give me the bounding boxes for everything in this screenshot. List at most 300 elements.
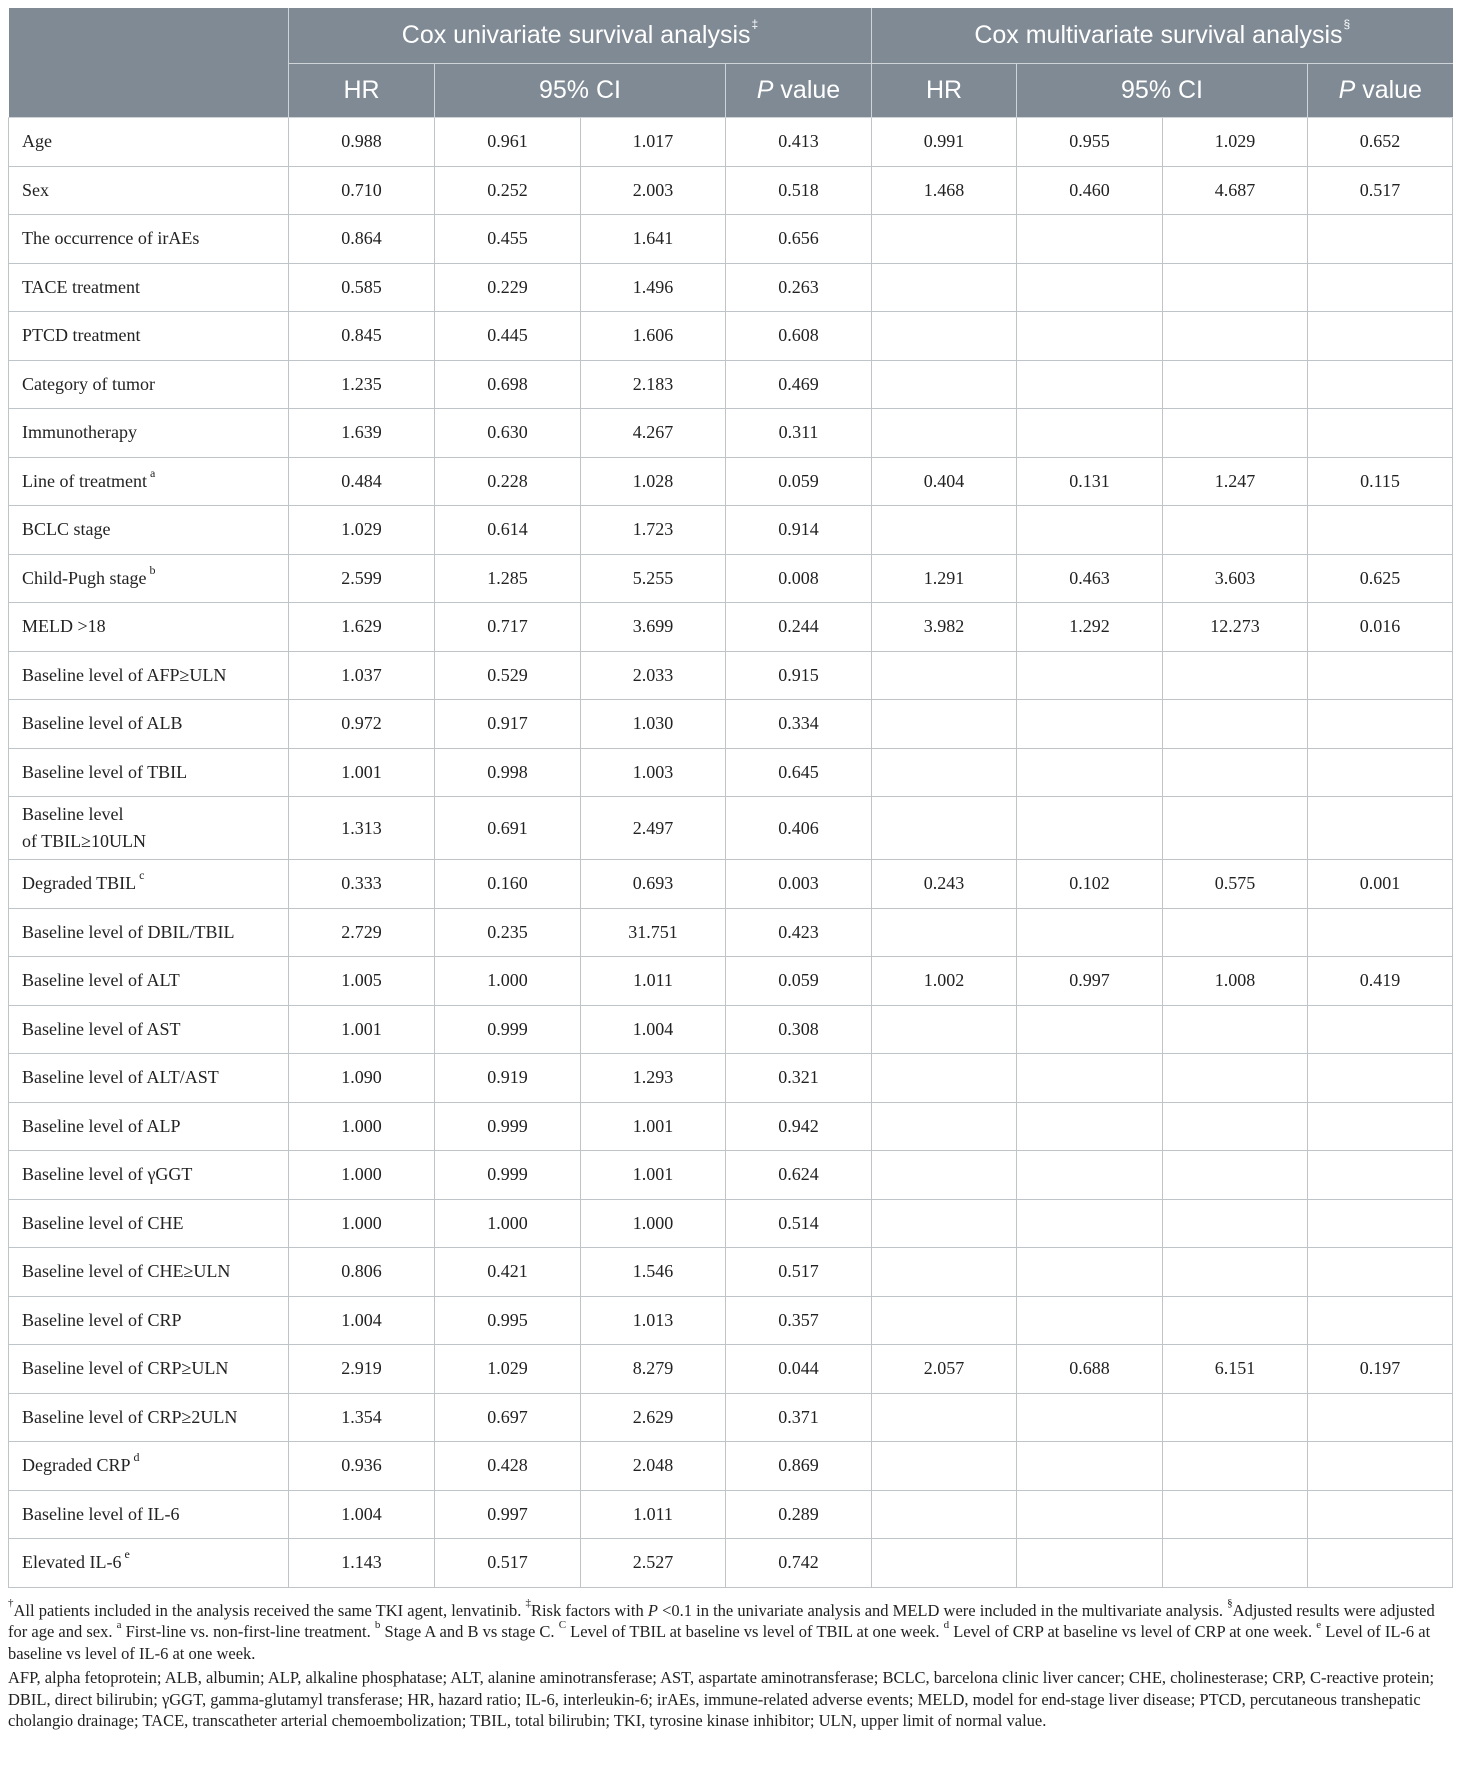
univariate-ci-upper-cell: 1.293 <box>581 1054 726 1103</box>
row-label-cell <box>9 1005 289 1054</box>
multivariate-hr-cell: 0.243 <box>872 860 1017 909</box>
multivariate-ci-lower-cell <box>1017 1054 1163 1103</box>
footnote-mark: ‡ <box>525 1597 531 1609</box>
multivariate-ci-upper-cell <box>1163 1442 1308 1491</box>
row-label-cell <box>9 506 289 555</box>
footnote-text: Level of TBIL at baseline vs level of TBIL at one week. <box>566 1622 944 1641</box>
row-label-cell <box>9 957 289 1006</box>
table-row <box>9 263 1453 312</box>
multivariate-ci-upper-cell: 4.687 <box>1163 166 1308 215</box>
univariate-hr-cell: 0.806 <box>289 1248 435 1297</box>
univariate-hr-cell: 1.354 <box>289 1393 435 1442</box>
univariate-ci-lower-cell: 1.000 <box>435 1199 581 1248</box>
univariate-p-value-cell: 0.413 <box>726 118 872 167</box>
multivariate-ci-upper-cell <box>1163 748 1308 797</box>
univariate-hr-cell: 0.484 <box>289 457 435 506</box>
univariate-ci-lower-cell: 0.999 <box>435 1005 581 1054</box>
univariate-ci-upper-cell: 8.279 <box>581 1345 726 1394</box>
col-hr-univariate: HR <box>289 64 435 118</box>
row-label-cell <box>9 118 289 167</box>
univariate-title: Cox univariate survival analysis <box>401 21 751 49</box>
row-label: MELD >18 <box>22 616 106 637</box>
multivariate-p-value-cell <box>1308 1296 1453 1345</box>
multivariate-ci-upper-cell <box>1163 1248 1308 1297</box>
table-row <box>9 700 1453 749</box>
footnote-main <box>8 1597 1448 1665</box>
table-row <box>9 748 1453 797</box>
multivariate-hr-cell <box>872 215 1017 264</box>
multivariate-ci-lower-cell <box>1017 908 1163 957</box>
row-label-line2: of TBIL≥10ULN <box>22 831 147 851</box>
row-label: Degraded CRP <box>22 1455 131 1476</box>
univariate-ci-lower-cell: 0.421 <box>435 1248 581 1297</box>
univariate-ci-upper-cell: 2.048 <box>581 1442 726 1491</box>
row-label-cell <box>9 1248 289 1297</box>
univariate-hr-cell: 1.001 <box>289 748 435 797</box>
univariate-ci-upper-cell: 1.030 <box>581 700 726 749</box>
table-row <box>9 1005 1453 1054</box>
footnote-p: P <box>647 1600 658 1620</box>
multivariate-p-value-cell <box>1308 1539 1453 1588</box>
univariate-ci-upper-cell: 1.028 <box>581 457 726 506</box>
p-rest: value <box>773 76 841 104</box>
multivariate-ci-upper-cell <box>1163 1490 1308 1539</box>
univariate-p-value-cell: 0.423 <box>726 908 872 957</box>
multivariate-p-value-cell <box>1308 797 1453 860</box>
row-label-cell <box>9 748 289 797</box>
univariate-hr-cell: 1.005 <box>289 957 435 1006</box>
footnote-mark: † <box>8 1597 14 1609</box>
univariate-hr-cell: 0.710 <box>289 166 435 215</box>
row-label: Child-Pugh stage <box>22 567 147 588</box>
row-label-cell <box>9 554 289 603</box>
multivariate-hr-cell <box>872 1248 1017 1297</box>
univariate-hr-cell: 2.729 <box>289 908 435 957</box>
multivariate-ci-lower-cell <box>1017 1393 1163 1442</box>
row-label: Baseline level of ALP <box>22 1115 181 1136</box>
multivariate-ci-upper-cell <box>1163 1151 1308 1200</box>
univariate-p-value-cell: 0.321 <box>726 1054 872 1103</box>
multivariate-hr-cell: 3.982 <box>872 603 1017 652</box>
row-label: Degraded TBIL <box>22 873 137 894</box>
col-p-univariate <box>726 64 872 118</box>
multivariate-p-value-cell <box>1308 1490 1453 1539</box>
table-row <box>9 1199 1453 1248</box>
multivariate-p-value-cell <box>1308 215 1453 264</box>
row-label: Category of tumor <box>22 373 155 394</box>
multivariate-ci-lower-cell: 1.292 <box>1017 603 1163 652</box>
row-label: Baseline level of CHE≥ULN <box>22 1261 231 1282</box>
multivariate-ci-upper-cell: 3.603 <box>1163 554 1308 603</box>
univariate-p-value-cell: 0.514 <box>726 1199 872 1248</box>
multivariate-hr-cell: 0.404 <box>872 457 1017 506</box>
multivariate-p-value-cell <box>1308 360 1453 409</box>
multivariate-ci-upper-cell <box>1163 312 1308 361</box>
univariate-mark: ‡ <box>751 16 759 31</box>
table-row <box>9 860 1453 909</box>
univariate-p-value-cell: 0.656 <box>726 215 872 264</box>
multivariate-p-value-cell <box>1308 748 1453 797</box>
multivariate-ci-upper-cell: 1.008 <box>1163 957 1308 1006</box>
univariate-p-value-cell: 0.371 <box>726 1393 872 1442</box>
table-row <box>9 651 1453 700</box>
multivariate-ci-lower-cell <box>1017 1539 1163 1588</box>
multivariate-ci-lower-cell: 0.460 <box>1017 166 1163 215</box>
multivariate-hr-cell: 1.468 <box>872 166 1017 215</box>
footnote-mark: a <box>116 1618 122 1631</box>
univariate-p-value-cell: 0.044 <box>726 1345 872 1394</box>
multivariate-p-value-cell: 0.652 <box>1308 118 1453 167</box>
univariate-ci-lower-cell: 0.961 <box>435 118 581 167</box>
multivariate-ci-lower-cell <box>1017 1151 1163 1200</box>
univariate-ci-upper-cell: 1.641 <box>581 215 726 264</box>
row-label: The occurrence of irAEs <box>22 228 200 249</box>
footnote-text: Adjusted results were adjusted for age and sex. <box>8 1600 1435 1641</box>
multivariate-ci-upper-cell: 1.247 <box>1163 457 1308 506</box>
univariate-hr-cell: 0.936 <box>289 1442 435 1491</box>
univariate-ci-upper-cell: 1.606 <box>581 312 726 361</box>
table-row <box>9 1490 1453 1539</box>
row-footnote-mark: a <box>149 465 156 480</box>
multivariate-ci-lower-cell <box>1017 748 1163 797</box>
col-hr-multivariate: HR <box>872 64 1017 118</box>
multivariate-p-value-cell <box>1308 651 1453 700</box>
multivariate-ci-upper-cell <box>1163 360 1308 409</box>
row-label-cell <box>9 797 289 860</box>
univariate-hr-cell: 0.988 <box>289 118 435 167</box>
footnote-text: Level of CRP at baseline vs level of CRP at one week. <box>949 1622 1317 1641</box>
univariate-hr-cell: 1.004 <box>289 1490 435 1539</box>
univariate-ci-lower-cell: 0.529 <box>435 651 581 700</box>
multivariate-ci-upper-cell <box>1163 1005 1308 1054</box>
footnote-mark: d <box>943 1618 950 1631</box>
multivariate-ci-lower-cell: 0.955 <box>1017 118 1163 167</box>
table-row <box>9 409 1453 458</box>
univariate-p-value-cell: 0.915 <box>726 651 872 700</box>
univariate-hr-cell: 1.001 <box>289 1005 435 1054</box>
multivariate-hr-cell <box>872 797 1017 860</box>
row-label: TACE treatment <box>22 276 141 297</box>
univariate-p-value-cell: 0.608 <box>726 312 872 361</box>
survival-analysis-table <box>8 8 1453 1588</box>
multivariate-ci-upper-cell <box>1163 1539 1308 1588</box>
row-label-cell <box>9 1102 289 1151</box>
row-label: Baseline level of CRP <box>22 1309 182 1330</box>
univariate-ci-upper-cell: 1.011 <box>581 957 726 1006</box>
multivariate-ci-lower-cell <box>1017 651 1163 700</box>
multivariate-ci-upper-cell: 0.575 <box>1163 860 1308 909</box>
table-header <box>9 8 1453 118</box>
row-label-cell <box>9 263 289 312</box>
row-label-cell <box>9 312 289 361</box>
multivariate-p-value-cell: 0.419 <box>1308 957 1453 1006</box>
univariate-p-value-cell: 0.942 <box>726 1102 872 1151</box>
row-label-cell <box>9 166 289 215</box>
multivariate-ci-upper-cell <box>1163 1102 1308 1151</box>
multivariate-hr-cell <box>872 1102 1017 1151</box>
univariate-ci-lower-cell: 1.029 <box>435 1345 581 1394</box>
table-row <box>9 1393 1453 1442</box>
univariate-p-value-cell: 0.244 <box>726 603 872 652</box>
multivariate-ci-lower-cell <box>1017 797 1163 860</box>
multivariate-p-value-cell <box>1308 1248 1453 1297</box>
row-footnote-mark: c <box>139 868 145 883</box>
univariate-ci-upper-cell: 2.183 <box>581 360 726 409</box>
univariate-ci-upper-cell: 1.017 <box>581 118 726 167</box>
table-row <box>9 1442 1453 1491</box>
multivariate-p-value-cell: 0.197 <box>1308 1345 1453 1394</box>
table-row <box>9 166 1453 215</box>
univariate-ci-lower-cell: 1.000 <box>435 957 581 1006</box>
multivariate-ci-upper-cell: 12.273 <box>1163 603 1308 652</box>
table-row <box>9 118 1453 167</box>
multivariate-ci-upper-cell: 1.029 <box>1163 118 1308 167</box>
row-label: BCLC stage <box>22 519 111 540</box>
multivariate-ci-lower-cell <box>1017 1490 1163 1539</box>
row-label-cell <box>9 1442 289 1491</box>
multivariate-hr-cell <box>872 1393 1017 1442</box>
multivariate-ci-lower-cell <box>1017 312 1163 361</box>
multivariate-ci-lower-cell <box>1017 1005 1163 1054</box>
footnote-abbreviations: AFP, alpha fetoprotein; ALB, albumin; ALP, alkaline phosphatase; ALT, alanine aminotransferase; AST, aspartate aminotransferase; BCLC, barcelona clinic liver cancer; CHE, cholinesterase; CRP, C-reactive protein; DBIL, direct bilirubin; γGGT, gamma-glutamyl transferase; HR, hazard ratio; IL-6, interleukin-6; irAEs, immune-related adverse events; MELD, model for end-stage liver disease; PTCD, percutaneous transhepatic cholangio drainage; TACE, transcatheter arterial chemoembolization; TBIL, total bilirubin; TKI, tyrosine kinase inhibitor; ULN, upper limit of normal value. <box>8 1668 1435 1730</box>
table-row <box>9 1296 1453 1345</box>
multivariate-p-value-cell <box>1308 1005 1453 1054</box>
table-row <box>9 908 1453 957</box>
univariate-hr-cell: 0.333 <box>289 860 435 909</box>
univariate-ci-upper-cell: 2.003 <box>581 166 726 215</box>
row-label-cell <box>9 908 289 957</box>
p-rest: value <box>1355 76 1422 104</box>
p-italic: P <box>1338 76 1356 104</box>
table-row <box>9 457 1453 506</box>
univariate-p-value-cell: 0.469 <box>726 360 872 409</box>
multivariate-ci-lower-cell: 0.688 <box>1017 1345 1163 1394</box>
multivariate-hr-cell <box>872 506 1017 555</box>
multivariate-ci-lower-cell <box>1017 360 1163 409</box>
table-row <box>9 957 1453 1006</box>
multivariate-ci-upper-cell <box>1163 700 1308 749</box>
univariate-p-value-cell: 0.334 <box>726 700 872 749</box>
univariate-ci-lower-cell: 0.235 <box>435 908 581 957</box>
univariate-p-value-cell: 0.645 <box>726 748 872 797</box>
multivariate-ci-lower-cell: 0.102 <box>1017 860 1163 909</box>
univariate-ci-lower-cell: 0.697 <box>435 1393 581 1442</box>
univariate-hr-cell: 1.143 <box>289 1539 435 1588</box>
multivariate-hr-cell <box>872 700 1017 749</box>
univariate-ci-upper-cell: 4.267 <box>581 409 726 458</box>
univariate-ci-lower-cell: 1.285 <box>435 554 581 603</box>
multivariate-header <box>872 8 1453 64</box>
row-label: Age <box>22 131 52 152</box>
univariate-ci-upper-cell: 31.751 <box>581 908 726 957</box>
row-label-cell <box>9 651 289 700</box>
univariate-ci-upper-cell: 1.011 <box>581 1490 726 1539</box>
row-label-cell <box>9 1054 289 1103</box>
univariate-p-value-cell: 0.289 <box>726 1490 872 1539</box>
univariate-p-value-cell: 0.624 <box>726 1151 872 1200</box>
univariate-ci-upper-cell: 1.003 <box>581 748 726 797</box>
row-label: Immunotherapy <box>22 422 137 443</box>
univariate-ci-lower-cell: 0.630 <box>435 409 581 458</box>
row-label: Baseline level <box>22 804 124 824</box>
univariate-ci-upper-cell: 1.001 <box>581 1102 726 1151</box>
row-label: Baseline level of ALT/AST <box>22 1067 219 1088</box>
univariate-ci-upper-cell: 3.699 <box>581 603 726 652</box>
multivariate-hr-cell: 1.002 <box>872 957 1017 1006</box>
multivariate-ci-upper-cell <box>1163 263 1308 312</box>
multivariate-ci-lower-cell: 0.997 <box>1017 957 1163 1006</box>
table-row <box>9 360 1453 409</box>
univariate-hr-cell: 1.235 <box>289 360 435 409</box>
multivariate-ci-lower-cell <box>1017 1248 1163 1297</box>
multivariate-ci-lower-cell <box>1017 700 1163 749</box>
univariate-ci-lower-cell: 0.691 <box>435 797 581 860</box>
univariate-ci-lower-cell: 0.455 <box>435 215 581 264</box>
row-label: Baseline level of TBIL <box>22 761 188 782</box>
multivariate-p-value-cell <box>1308 1442 1453 1491</box>
multivariate-hr-cell: 1.291 <box>872 554 1017 603</box>
header-columns-row <box>9 64 1453 118</box>
univariate-ci-lower-cell: 0.998 <box>435 748 581 797</box>
univariate-ci-upper-cell: 2.033 <box>581 651 726 700</box>
univariate-ci-upper-cell: 1.723 <box>581 506 726 555</box>
header-blank-cell-2 <box>9 64 289 118</box>
footnote-text: Stage A and B vs stage C. <box>380 1622 559 1641</box>
multivariate-ci-lower-cell <box>1017 1102 1163 1151</box>
table-row <box>9 1151 1453 1200</box>
footnote-mark: b <box>374 1618 381 1631</box>
univariate-p-value-cell: 0.059 <box>726 457 872 506</box>
univariate-hr-cell: 0.864 <box>289 215 435 264</box>
univariate-hr-cell: 1.629 <box>289 603 435 652</box>
multivariate-ci-lower-cell <box>1017 215 1163 264</box>
col-ci-multivariate: 95% CI <box>1017 64 1308 118</box>
multivariate-hr-cell <box>872 360 1017 409</box>
multivariate-hr-cell: 0.991 <box>872 118 1017 167</box>
univariate-ci-lower-cell: 0.160 <box>435 860 581 909</box>
univariate-p-value-cell: 0.914 <box>726 506 872 555</box>
multivariate-hr-cell <box>872 1199 1017 1248</box>
multivariate-hr-cell <box>872 651 1017 700</box>
univariate-hr-cell: 1.000 <box>289 1102 435 1151</box>
multivariate-ci-upper-cell <box>1163 215 1308 264</box>
univariate-hr-cell: 1.090 <box>289 1054 435 1103</box>
footnote-text: First-line vs. non-first-line treatment. <box>121 1622 375 1641</box>
row-label-cell <box>9 603 289 652</box>
univariate-ci-lower-cell: 0.999 <box>435 1102 581 1151</box>
multivariate-ci-upper-cell <box>1163 1054 1308 1103</box>
univariate-p-value-cell: 0.311 <box>726 409 872 458</box>
univariate-p-value-cell: 0.742 <box>726 1539 872 1588</box>
row-label: Baseline level of IL-6 <box>22 1503 180 1524</box>
univariate-hr-cell: 1.000 <box>289 1199 435 1248</box>
multivariate-hr-cell <box>872 409 1017 458</box>
multivariate-p-value-cell <box>1308 263 1453 312</box>
univariate-ci-upper-cell: 2.527 <box>581 1539 726 1588</box>
footnote-text: All patients included in the analysis received the same TKI agent, lenvatinib. <box>13 1600 526 1620</box>
univariate-ci-upper-cell: 1.004 <box>581 1005 726 1054</box>
row-label-cell <box>9 1490 289 1539</box>
univariate-p-value-cell: 0.517 <box>726 1248 872 1297</box>
table-body <box>9 118 1453 1588</box>
multivariate-ci-upper-cell <box>1163 908 1308 957</box>
row-footnote-mark: d <box>133 1450 140 1465</box>
multivariate-ci-lower-cell <box>1017 1296 1163 1345</box>
univariate-p-value-cell: 0.869 <box>726 1442 872 1491</box>
univariate-hr-cell: 1.639 <box>289 409 435 458</box>
multivariate-p-value-cell <box>1308 908 1453 957</box>
univariate-ci-upper-cell: 1.546 <box>581 1248 726 1297</box>
row-label-cell <box>9 215 289 264</box>
univariate-hr-cell: 2.599 <box>289 554 435 603</box>
univariate-ci-upper-cell: 2.497 <box>581 797 726 860</box>
row-footnote-mark: e <box>124 1547 130 1562</box>
multivariate-hr-cell <box>872 312 1017 361</box>
univariate-ci-lower-cell: 0.614 <box>435 506 581 555</box>
univariate-hr-cell: 1.000 <box>289 1151 435 1200</box>
multivariate-title: Cox multivariate survival analysis <box>974 21 1343 49</box>
univariate-hr-cell: 2.919 <box>289 1345 435 1394</box>
univariate-ci-upper-cell: 1.013 <box>581 1296 726 1345</box>
footnote-mark: e <box>1316 1618 1322 1631</box>
multivariate-p-value-cell: 0.115 <box>1308 457 1453 506</box>
multivariate-p-value-cell <box>1308 1199 1453 1248</box>
univariate-ci-lower-cell: 0.228 <box>435 457 581 506</box>
univariate-ci-upper-cell: 1.496 <box>581 263 726 312</box>
footnote-text: Risk factors with <box>530 1600 648 1620</box>
table-row <box>9 1345 1453 1394</box>
multivariate-mark: § <box>1343 16 1351 31</box>
row-label: Baseline level of CHE <box>22 1212 184 1233</box>
table-row <box>9 506 1453 555</box>
multivariate-ci-lower-cell <box>1017 263 1163 312</box>
univariate-ci-lower-cell: 0.717 <box>435 603 581 652</box>
univariate-ci-lower-cell: 0.997 <box>435 1490 581 1539</box>
multivariate-p-value-cell <box>1308 1393 1453 1442</box>
multivariate-p-value-cell: 0.001 <box>1308 860 1453 909</box>
multivariate-ci-lower-cell <box>1017 506 1163 555</box>
col-p-multivariate <box>1308 64 1453 118</box>
table-footnotes <box>8 1597 1452 1732</box>
multivariate-p-value-cell <box>1308 409 1453 458</box>
univariate-ci-lower-cell: 0.698 <box>435 360 581 409</box>
row-label: Elevated IL-6 <box>22 1552 122 1573</box>
row-label-cell <box>9 457 289 506</box>
row-label: Baseline level of AST <box>22 1018 181 1039</box>
multivariate-ci-lower-cell <box>1017 1442 1163 1491</box>
multivariate-ci-upper-cell <box>1163 651 1308 700</box>
row-label-cell <box>9 1345 289 1394</box>
multivariate-hr-cell <box>872 1151 1017 1200</box>
multivariate-hr-cell <box>872 1005 1017 1054</box>
row-label: Baseline level of ALT <box>22 970 180 991</box>
multivariate-p-value-cell: 0.016 <box>1308 603 1453 652</box>
col-ci-univariate: 95% CI <box>435 64 726 118</box>
univariate-p-value-cell: 0.406 <box>726 797 872 860</box>
table-row <box>9 1248 1453 1297</box>
multivariate-p-value-cell <box>1308 700 1453 749</box>
row-footnote-mark: b <box>149 562 156 577</box>
table-row <box>9 554 1453 603</box>
multivariate-p-value-cell <box>1308 1102 1453 1151</box>
univariate-ci-upper-cell: 1.001 <box>581 1151 726 1200</box>
row-label-cell <box>9 1393 289 1442</box>
multivariate-hr-cell <box>872 748 1017 797</box>
table-row <box>9 1054 1453 1103</box>
row-label: Line of treatment <box>22 470 147 491</box>
row-label-cell <box>9 409 289 458</box>
row-label-cell <box>9 1199 289 1248</box>
